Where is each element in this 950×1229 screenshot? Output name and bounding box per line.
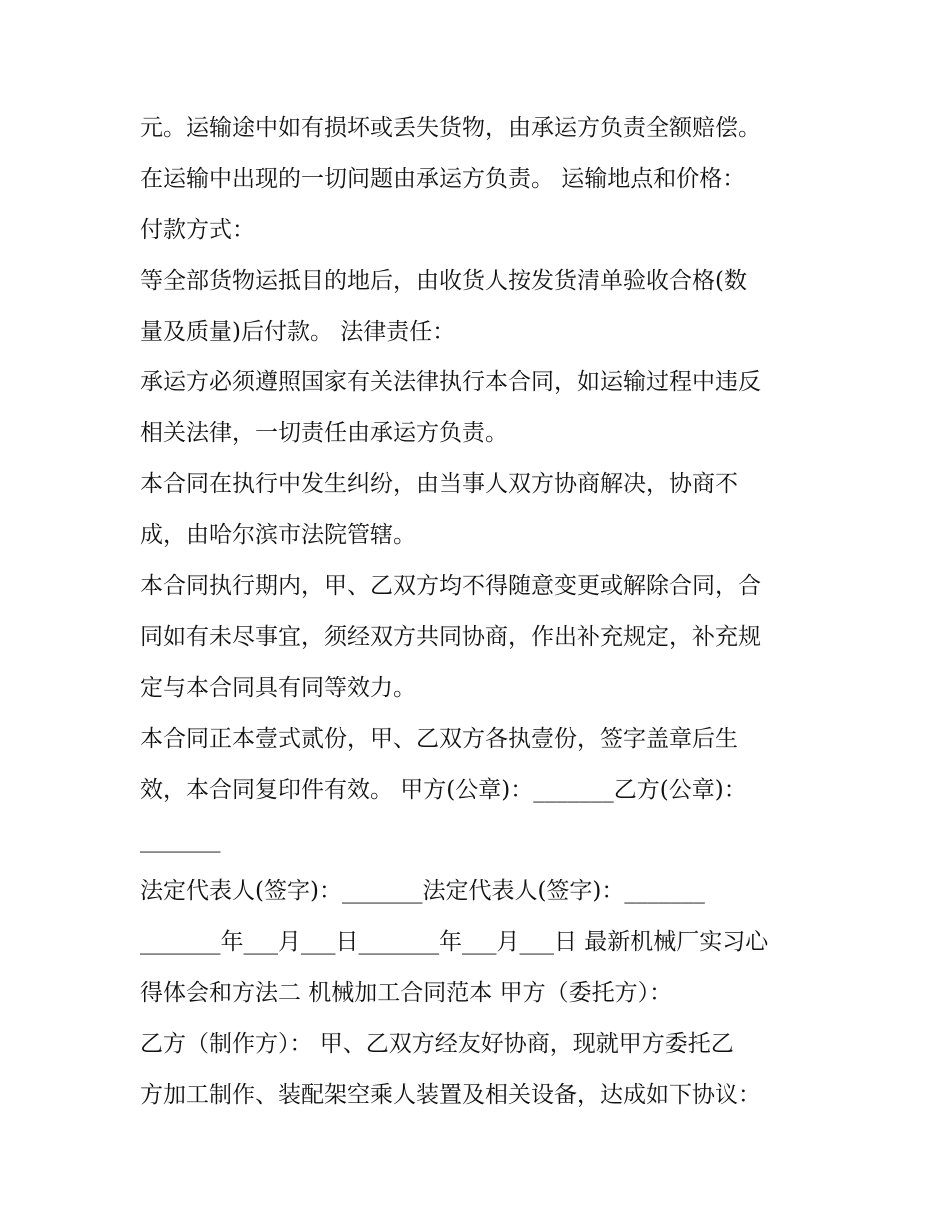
text-line: 本合同正本壹式贰份，甲、乙双方各执壹份，签字盖章后生 bbox=[140, 725, 738, 752]
text-line: 乙方（制作方）： 甲、乙双方经友好协商，现就甲方委托乙 bbox=[140, 1031, 734, 1058]
text-line: _______年___月___日_______年___月___日 最新机械厂实习心 bbox=[140, 929, 769, 956]
text-line: 在运输中出现的一切问题由承运方负责。 运输地点和价格： bbox=[140, 165, 746, 192]
text-line: 同如有未尽事宜，须经双方共同协商，作出补充规定，补充规 bbox=[140, 623, 761, 650]
text-line: 量及质量)后付款。 法律责任： bbox=[140, 318, 456, 345]
text-line: 成，由哈尔滨市法院管辖。 bbox=[140, 522, 416, 549]
text-line: 相关法律，一切责任由承运方负责。 bbox=[140, 420, 508, 447]
text-line: 定与本合同具有同等效力。 bbox=[140, 674, 416, 701]
text-line: 法定代表人(签字)：_______法定代表人(签字)：_______ bbox=[140, 878, 705, 905]
text-line: 本合同在执行中发生纠纷，由当事人双方协商解决，协商不 bbox=[140, 471, 738, 498]
text-line: 等全部货物运抵目的地后，由收货人按发货清单验收合格(数 bbox=[140, 267, 747, 294]
text-line: 效，本合同复印件有效。 甲方(公章)：_______乙方(公章)： bbox=[140, 776, 747, 803]
text-line: 付款方式： bbox=[140, 216, 255, 243]
text-line: _______ bbox=[140, 827, 221, 854]
text-line: 得体会和方法二 机械加工合同范本 甲方（委托方）： bbox=[140, 980, 673, 1007]
text-line: 本合同执行期内，甲、乙双方均不得随意变更或解除合同，合 bbox=[140, 573, 761, 600]
contract-text bbox=[140, 103, 840, 1121]
text-line: 元。运输途中如有损坏或丢失货物，由承运方负责全额赔偿。 bbox=[140, 115, 761, 141]
text-line: 方加工制作、装配架空乘人装置及相关设备，达成如下协议： bbox=[140, 1081, 761, 1108]
text-line: 承运方必须遵照国家有关法律执行本合同，如运输过程中违反 bbox=[140, 369, 761, 396]
